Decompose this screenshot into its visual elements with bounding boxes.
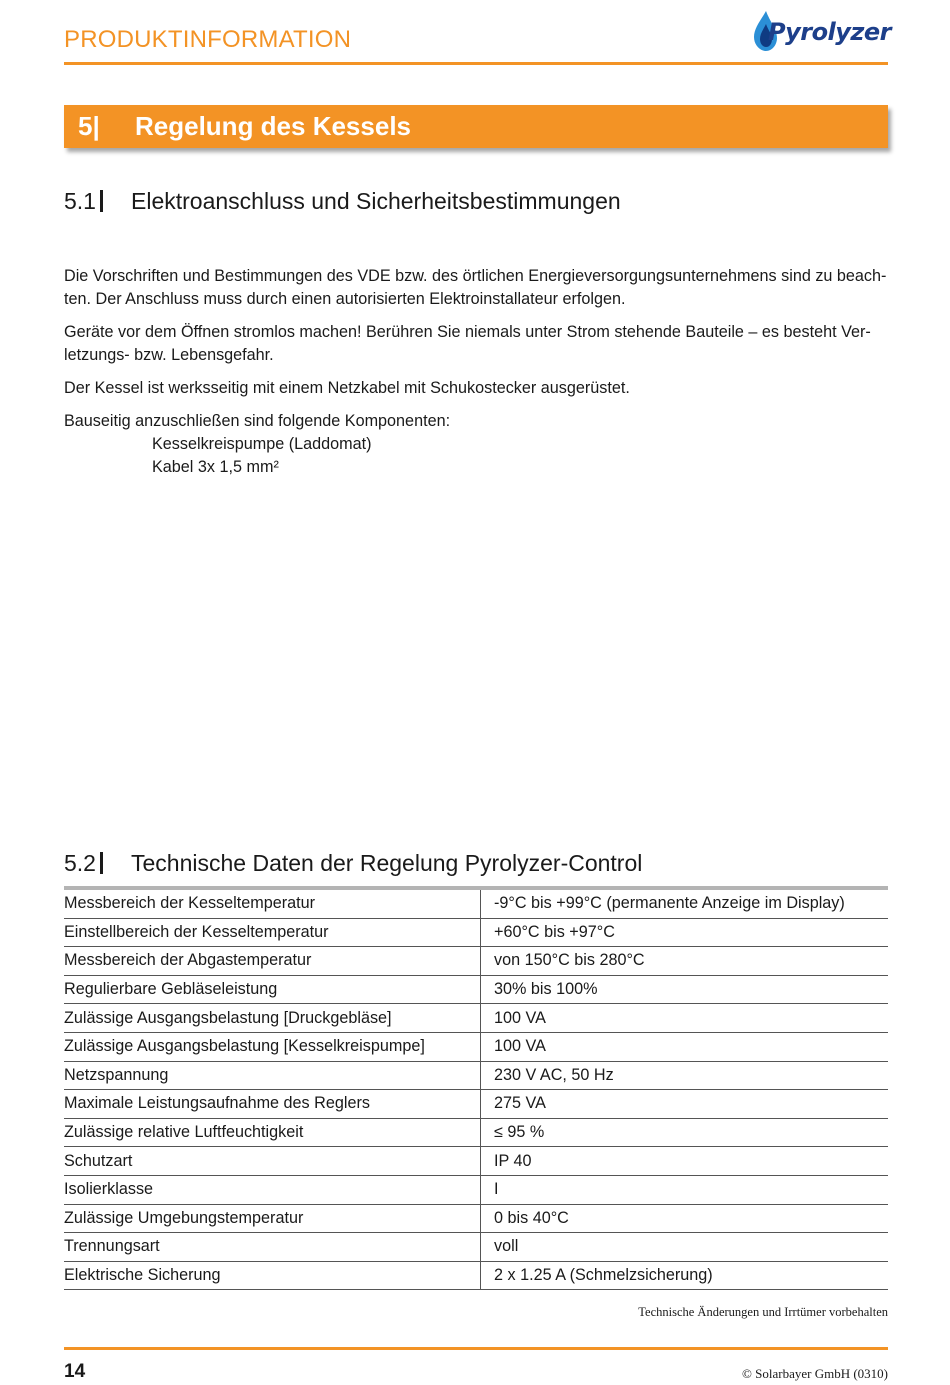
row-label: Zulässige Ausgangsbelastung [Druckgebläse] <box>64 1004 481 1033</box>
section-number: 5.2 <box>64 850 96 876</box>
section-divider <box>100 852 103 874</box>
row-value: 100 VA <box>481 1004 889 1033</box>
row-label: Elektrische Sicherung <box>64 1261 481 1290</box>
row-label: Regulierbare Gebläseleistung <box>64 975 481 1004</box>
row-value: 275 VA <box>481 1090 889 1119</box>
row-label: Netzspannung <box>64 1061 481 1090</box>
row-label: Trennungsart <box>64 1233 481 1262</box>
row-value: ≤ 95 % <box>481 1118 889 1147</box>
brand-logo <box>750 10 892 54</box>
row-value: von 150°C bis 280°C <box>481 947 889 976</box>
chapter-title: Regelung des Kessels <box>135 111 411 141</box>
row-label: Messbereich der Abgastemperatur <box>64 947 481 976</box>
table-row <box>64 890 888 918</box>
row-value: +60°C bis +97°C <box>481 918 889 947</box>
row-value: 2 x 1.25 A (Schmelzsicherung) <box>481 1261 889 1290</box>
technical-data-table <box>64 890 888 1290</box>
row-label: Zulässige Umgebungstemperatur <box>64 1204 481 1233</box>
row-label: Zulässige relative Luftfeuchtigkeit <box>64 1118 481 1147</box>
row-value: I <box>481 1175 889 1204</box>
table-row <box>64 975 888 1004</box>
component-item: Kesselkreispumpe (Laddomat) <box>152 435 372 453</box>
disclaimer: Technische Änderungen und Irrtümer vorbehalten <box>638 1305 888 1319</box>
table-row <box>64 1147 888 1176</box>
component-item: Kabel 3x 1,5 mm² <box>152 458 279 476</box>
paragraph: Der Kessel ist werksseitig mit einem Netzkabel mit Schukostecker ausgerüstet. <box>64 379 630 397</box>
footer-rule <box>64 1347 888 1350</box>
table-row <box>64 1118 888 1147</box>
row-label: Einstellbereich der Kesseltemperatur <box>64 918 481 947</box>
logo-wordmark: Pyrolyzer <box>768 18 892 46</box>
section-title: Technische Daten der Regelung Pyrolyzer-Control <box>131 850 643 876</box>
row-label: Zulässige Ausgangsbelastung [Kesselkreispumpe] <box>64 1032 481 1061</box>
table-row <box>64 1004 888 1033</box>
table-row <box>64 947 888 976</box>
section-title: Elektroanschluss und Sicherheitsbestimmungen <box>131 188 621 214</box>
table-row <box>64 1061 888 1090</box>
table-row <box>64 1175 888 1204</box>
row-label: Maximale Leistungsaufnahme des Reglers <box>64 1090 481 1119</box>
components-intro: Bauseitig anzuschließen sind folgende Komponenten: <box>64 412 451 430</box>
table-row <box>64 1204 888 1233</box>
chapter-banner <box>64 105 888 148</box>
table-row <box>64 1233 888 1262</box>
copyright: © Solarbayer GmbH (0310) <box>742 1366 888 1381</box>
row-label: Isolierklasse <box>64 1175 481 1204</box>
row-value: voll <box>481 1233 889 1262</box>
header-rule <box>64 62 888 65</box>
table-row <box>64 918 888 947</box>
row-label: Schutzart <box>64 1147 481 1176</box>
table-row <box>64 1032 888 1061</box>
row-value: 30% bis 100% <box>481 975 889 1004</box>
row-value: 0 bis 40°C <box>481 1204 889 1233</box>
page-header-title: PRODUKTINFORMATION <box>64 26 352 53</box>
row-value: 100 VA <box>481 1032 889 1061</box>
row-label: Messbereich der Kesseltemperatur <box>64 890 481 918</box>
table-row <box>64 1090 888 1119</box>
section-number: 5.1 <box>64 188 96 214</box>
row-value: IP 40 <box>481 1147 889 1176</box>
page-number: 14 <box>64 1361 86 1382</box>
table-row <box>64 1261 888 1290</box>
chapter-number: 5| <box>78 111 100 141</box>
section-body <box>64 265 894 479</box>
row-value: -9°C bis +99°C (permanente Anzeige im Display) <box>481 890 889 918</box>
section-divider <box>100 190 103 212</box>
paragraph: Geräte vor dem Öffnen stromlos machen! Berühren Sie niemals unter Strom stehende Bauteile – es besteht Ver-letzungs- bzw. Lebensgefahr. <box>64 323 871 364</box>
paragraph: Die Vorschriften und Bestimmungen des VDE bzw. des örtlichen Energieversorgungsunternehmens sind zu beach-ten. Der Anschluss muss durch einen autorisierten Elektroinstallateur erfolgen. <box>64 267 887 308</box>
row-value: 230 V AC, 50 Hz <box>481 1061 889 1090</box>
